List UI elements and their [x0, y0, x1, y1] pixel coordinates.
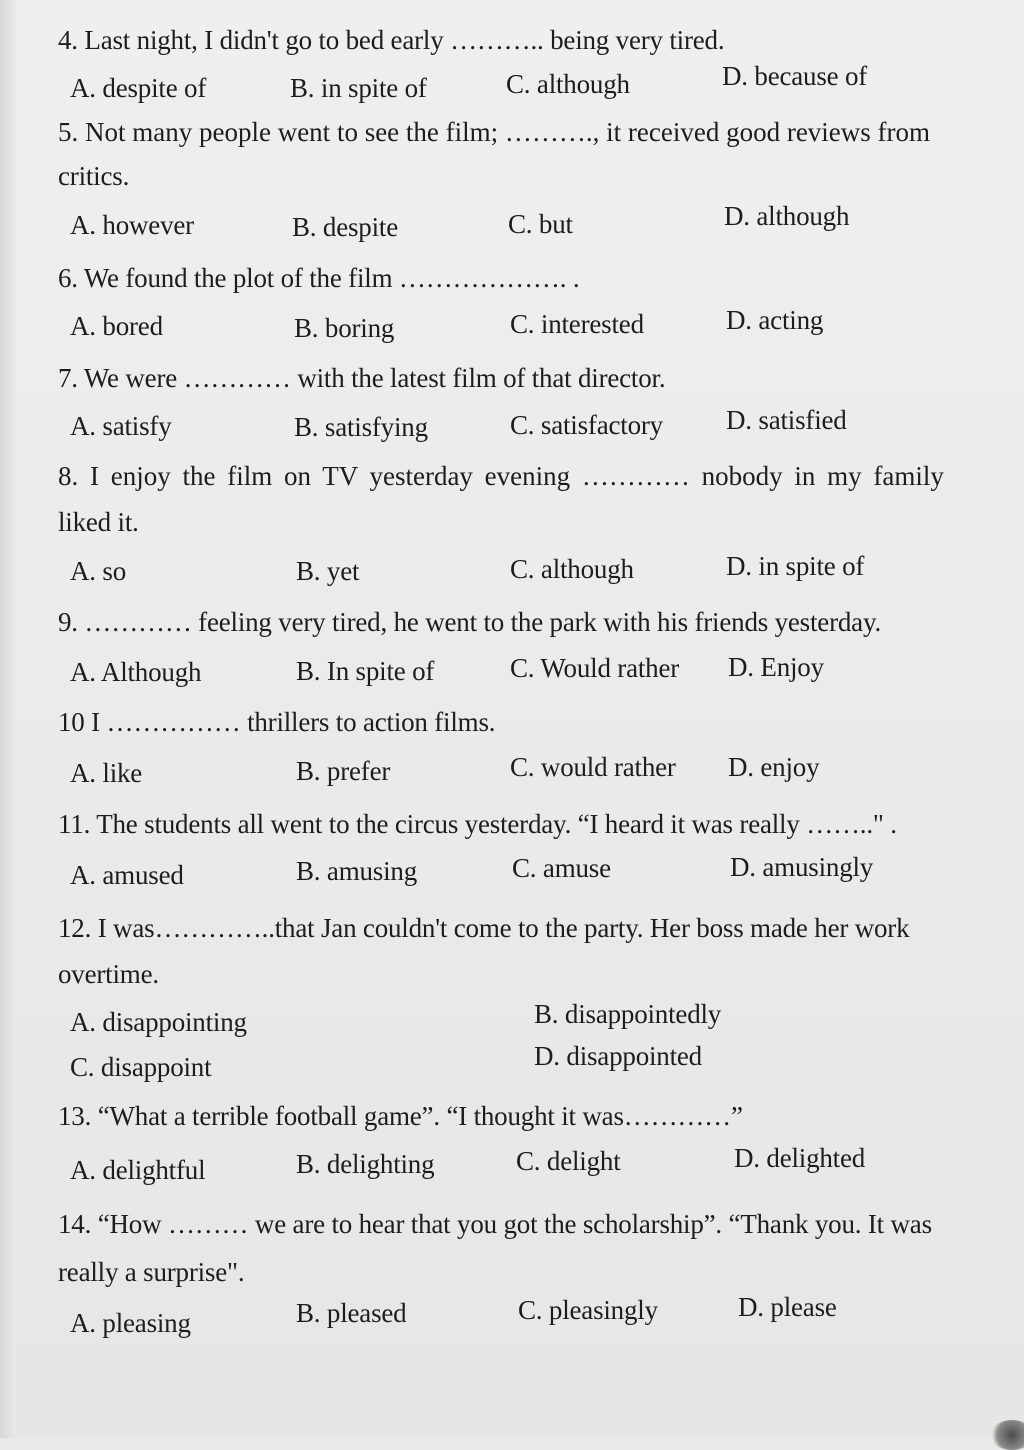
question-9-option-c[interactable]: C. Would rather	[510, 653, 680, 683]
question-text: I enjoy the film on TV yesterday evening ………… nobody in my family	[90, 461, 944, 491]
question-5-option-b[interactable]: B. despite	[292, 212, 398, 242]
question-number: 14.	[58, 1209, 92, 1239]
question-14-stem-continued: really a surprise".	[58, 1257, 245, 1287]
question-5-option-c[interactable]: C. but	[508, 209, 573, 239]
question-7-option-d[interactable]: D. satisfied	[726, 405, 847, 435]
question-text: “How ……… we are to hear that you got the scholarship”. “Thank you. It was	[97, 1209, 932, 1239]
question-number: 6.	[58, 263, 78, 293]
question-number: 13.	[58, 1101, 92, 1131]
question-text: I was…………..that Jan couldn't come to the party. Her boss made her work	[97, 913, 910, 943]
question-11-stem	[58, 808, 897, 840]
question-13-option-c[interactable]: C. delight	[516, 1146, 621, 1176]
question-12-option-d[interactable]: D. disappointed	[534, 1041, 702, 1071]
question-number: 5.	[58, 117, 79, 147]
question-11-option-a[interactable]: A. amused	[70, 860, 184, 890]
question-4-option-c[interactable]: C. although	[506, 69, 630, 99]
question-12-option-a[interactable]: A. disappointing	[70, 1007, 247, 1037]
question-8-option-d[interactable]: D. in spite of	[726, 551, 865, 581]
question-5-option-d[interactable]: D. although	[724, 201, 850, 231]
question-11-option-b[interactable]: B. amusing	[296, 856, 418, 886]
question-9-option-b[interactable]: B. In spite of	[296, 656, 435, 686]
question-6-option-b[interactable]: B. boring	[294, 313, 395, 343]
corner-smudge	[990, 1420, 1024, 1450]
question-7-option-b[interactable]: B. satisfying	[294, 412, 428, 442]
question-4-option-d[interactable]: D. because of	[722, 61, 868, 91]
question-6-option-a[interactable]: A. bored	[70, 311, 163, 341]
question-7-option-c[interactable]: C. satisfactory	[510, 410, 663, 440]
question-12-option-b[interactable]: B. disappointedly	[534, 999, 722, 1029]
question-12-stem	[58, 912, 909, 944]
question-text: ………… feeling very tired, he went to the park with his friends yesterday.	[84, 607, 882, 637]
question-6-stem	[58, 262, 579, 294]
question-13-option-b[interactable]: B. delighting	[296, 1149, 435, 1179]
question-number: 7.	[58, 363, 78, 393]
question-7-option-a[interactable]: A. satisfy	[70, 411, 172, 441]
question-14-option-c[interactable]: C. pleasingly	[518, 1295, 658, 1325]
question-8-stem	[58, 460, 944, 492]
question-10-option-a[interactable]: A. like	[70, 758, 143, 788]
question-number: 9.	[58, 607, 78, 637]
question-14-stem	[58, 1208, 932, 1240]
question-text: We were ………… with the latest film of that director.	[83, 363, 666, 393]
question-5-stem	[58, 116, 930, 148]
question-10-stem	[58, 706, 495, 738]
question-text: The students all went to the circus yesterday. “I heard it was really …….." .	[96, 809, 897, 839]
question-14-option-b[interactable]: B. pleased	[296, 1298, 407, 1328]
question-text: I …………… thrillers to action films.	[91, 707, 496, 737]
question-10-option-d[interactable]: D. enjoy	[728, 752, 820, 782]
question-8-option-b[interactable]: B. yet	[296, 556, 360, 586]
question-13-option-a[interactable]: A. delightful	[70, 1155, 206, 1185]
question-4-option-b[interactable]: B. in spite of	[290, 73, 427, 103]
question-text: “What a terrible football game”. “I thought it was…………”	[97, 1101, 743, 1131]
question-11-option-d[interactable]: D. amusingly	[730, 852, 874, 882]
page-edge-shadow	[0, 0, 16, 1438]
question-12-stem-continued: overtime.	[58, 959, 159, 989]
question-13-stem	[58, 1100, 743, 1132]
question-14-option-d[interactable]: D. please	[738, 1292, 837, 1322]
question-text: Not many people went to see the film; ………., it received good reviews from	[85, 117, 931, 147]
question-14-option-a[interactable]: A. pleasing	[70, 1308, 191, 1338]
question-12-option-c[interactable]: C. disappoint	[70, 1052, 212, 1082]
question-10-option-c[interactable]: C. would rather	[510, 752, 676, 782]
question-9-option-d[interactable]: D. Enjoy	[728, 652, 824, 682]
question-9-option-a[interactable]: A. Although	[70, 657, 202, 687]
question-number: 10	[58, 707, 85, 737]
question-5-stem-continued: critics.	[58, 161, 130, 191]
question-8-option-c[interactable]: C. although	[510, 554, 634, 584]
question-4-stem	[58, 24, 724, 56]
question-6-option-c[interactable]: C. interested	[510, 309, 644, 339]
question-6-option-d[interactable]: D. acting	[726, 305, 824, 335]
question-10-option-b[interactable]: B. prefer	[296, 756, 391, 786]
question-13-option-d[interactable]: D. delighted	[734, 1143, 866, 1173]
question-number: 12.	[58, 913, 92, 943]
question-number: 11.	[58, 809, 91, 839]
question-5-option-a[interactable]: A. however	[70, 210, 194, 240]
question-8-stem-continued: liked it.	[58, 507, 139, 537]
question-text: Last night, I didn't go to bed early ……….. being very tired.	[84, 25, 725, 55]
question-text: We found the plot of the film ………………. .	[83, 263, 580, 293]
question-9-stem	[58, 606, 881, 638]
question-number: 4.	[58, 25, 78, 55]
question-11-option-c[interactable]: C. amuse	[512, 853, 611, 883]
question-7-stem	[58, 362, 665, 394]
question-number: 8.	[58, 461, 79, 491]
question-4-option-a[interactable]: A. despite of	[70, 73, 207, 103]
question-8-option-a[interactable]: A. so	[70, 556, 127, 586]
